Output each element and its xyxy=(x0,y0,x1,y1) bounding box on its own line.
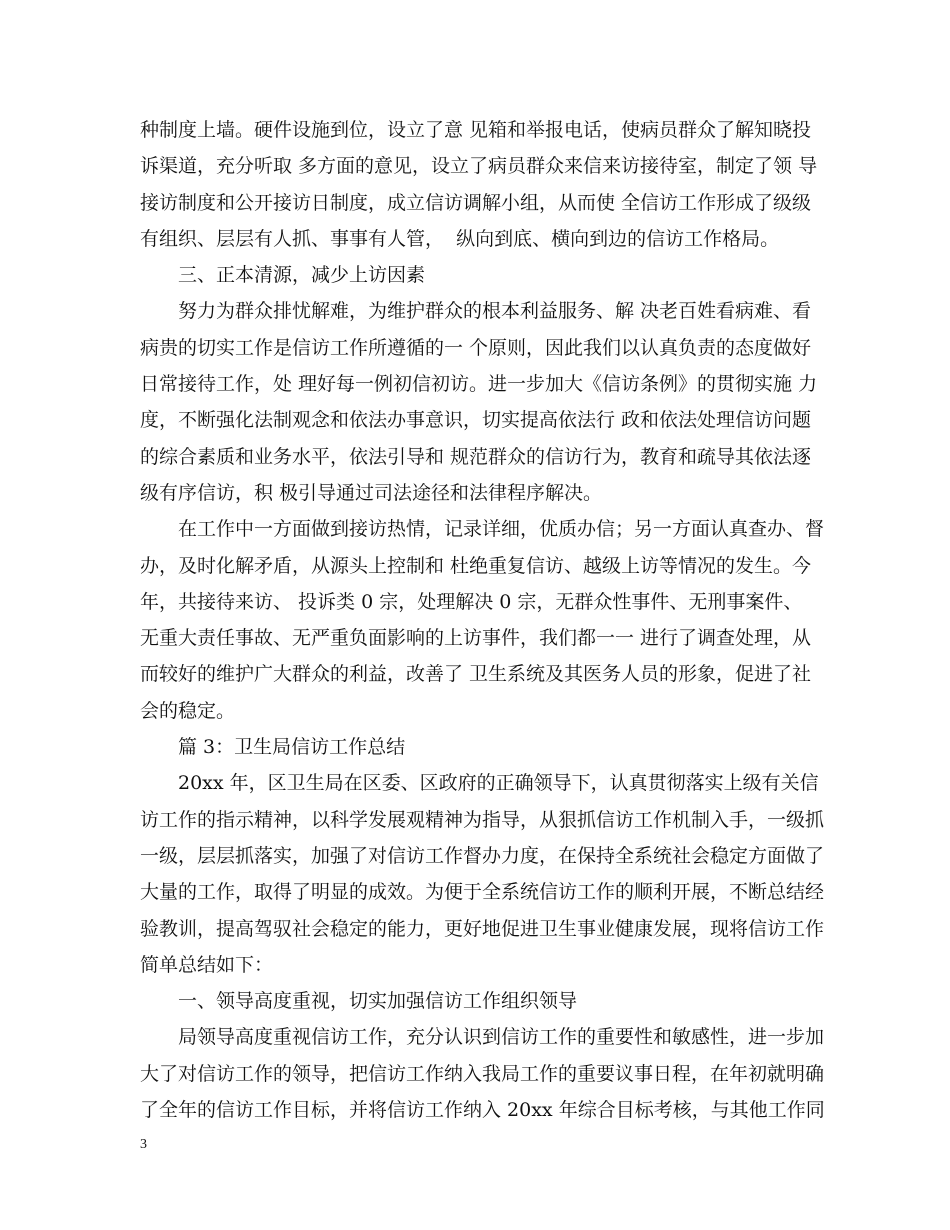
text-line: 访工作的指示精神，以科学发展观精神为指导，从狠抓信访工作机制入手，一级抓 xyxy=(140,808,825,831)
text-line: 无重大责任事故、无严重负面影响的上访事件，我们都一一 进行了调查处理，从 xyxy=(140,627,812,650)
text-line: 日常接待工作，处 理好每一例初信初访。进一步加大《信访条例》的贯彻实施 力 xyxy=(140,373,818,396)
text-line: 度，不断强化法制观念和依法办事意识，切实提高依法行 政和依法处理信访问题 xyxy=(140,409,812,432)
text-line: 病贵的切实工作是信访工作所遵循的一 个原则，因此我们以认真负责的态度做好 xyxy=(140,336,812,359)
text-line: 大量的工作，取得了明显的成效。为便于全系统信访工作的顺利开展，不断总结经 xyxy=(140,881,825,904)
page-number: 3 xyxy=(140,1137,147,1152)
text-line: 简单总结如下： xyxy=(140,953,274,976)
text-line: 级有序信访，积 极引导通过司法途径和法律程序解决。 xyxy=(140,481,603,504)
article-heading: 篇 3：卫生局信访工作总结 xyxy=(178,736,406,759)
text-line: 办，及时化解矛盾，从源头上控制和 杜绝重复信访、越级上访等情况的发生。今 xyxy=(140,554,812,577)
text-line: 局领导高度重视信访工作，充分认识到信访工作的重要性和敏感性，进一步加 xyxy=(178,1026,825,1049)
text-line: 努力为群众排忧解难，为维护群众的根本利益服务、解 决老百姓看病难、看 xyxy=(178,300,812,323)
text-line: 年，共接待来访、 投诉类 0 宗，处理解决 0 宗，无群众性事件、无刑事案件、 xyxy=(140,590,803,613)
text-line: 接访制度和公开接访日制度，成立信访调解小组，从而使 全信访工作形成了级级 xyxy=(140,191,812,214)
section-heading: 三、正本清源，减少上访因素 xyxy=(178,264,426,287)
text-line: 验教训，提高驾驭社会稳定的能力，更好地促进卫生事业健康发展，现将信访工作 xyxy=(140,917,825,940)
text-line: 了全年的信访工作目标，并将信访工作纳入 20xx 年综合目标考核，与其他工作同 xyxy=(140,1099,825,1122)
text-line: 有组织、层层有人抓、事事有人管， 纵向到底、横向到边的信访工作格局。 xyxy=(140,227,780,250)
text-line: 在工作中一方面做到接访热情，记录详细，优质办信；另一方面认真查办、督 xyxy=(178,518,825,541)
section-heading: 一、领导高度重视，切实加强信访工作组织领导 xyxy=(178,990,578,1013)
text-line: 大了对信访工作的领导，把信访工作纳入我局工作的重要议事日程，在年初就明确 xyxy=(140,1062,825,1085)
text-line: 一级，层层抓落实，加强了对信访工作督办力度，在保持全系统社会稳定方面做了 xyxy=(140,844,825,867)
text-line: 20xx 年，区卫生局在区委、区政府的正确领导下，认真贯彻落实上级有关信 xyxy=(178,772,819,795)
text-line: 会的稳定。 xyxy=(140,699,236,722)
text-line: 诉渠道，充分听取 多方面的意见，设立了病员群众来信来访接待室，制定了领 导 xyxy=(140,155,818,178)
text-line: 种制度上墙。硬件设施到位，设立了意 见箱和举报电话，使病员群众了解知晓投 xyxy=(140,119,812,141)
text-line: 的综合素质和业务水平，依法引导和 规范群众的信访行为，教育和疏导其依法逐 xyxy=(140,445,812,468)
text-line: 而较好的维护广大群众的利益，改善了 卫生系统及其医务人员的形象，促进了社 xyxy=(140,663,812,686)
document-body xyxy=(140,112,830,1128)
